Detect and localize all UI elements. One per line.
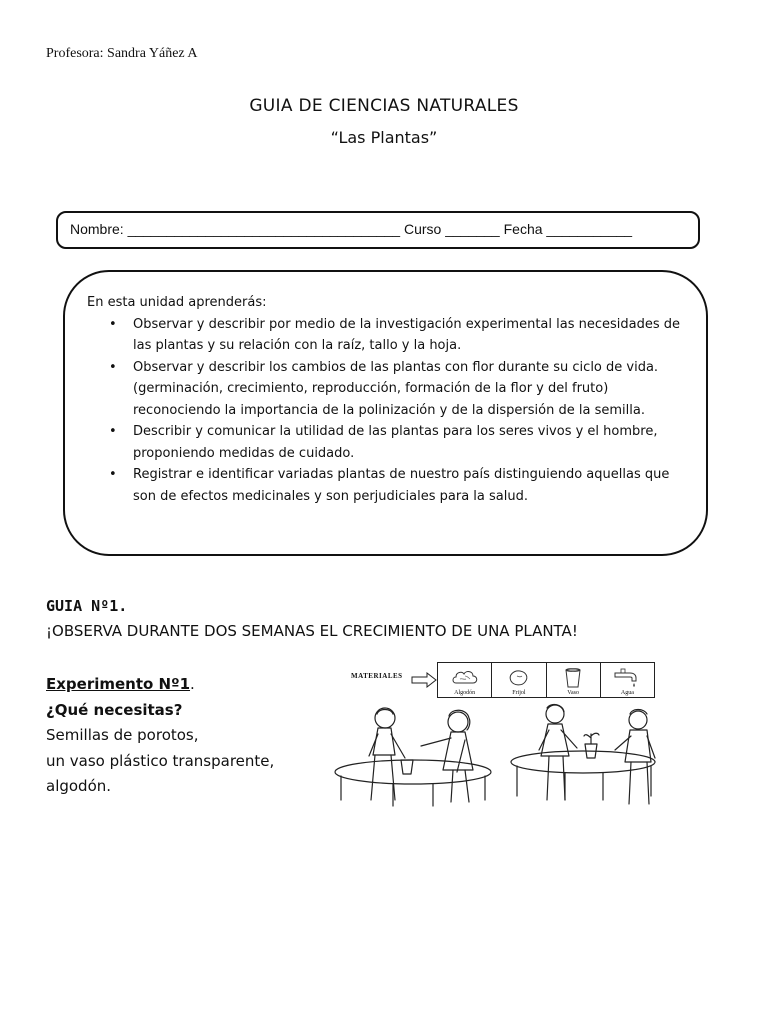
arrow-icon <box>411 672 437 688</box>
bullet-icon: • <box>109 359 117 375</box>
materials-table <box>437 662 655 698</box>
materials-strip <box>343 662 655 698</box>
objective-text: Observar y describir los cambios de las plantas con flor durante su ciclo de vida. (germinación, crecimiento, reproducción, formación de la flor y del fruto) reconociendo la importancia de la polinización y de la dispersión de la semilla. <box>133 359 659 418</box>
material-cell <box>601 663 654 697</box>
experiment-line: algodón. <box>46 777 112 795</box>
guide-number: GUIA Nº1. <box>46 597 128 615</box>
material-cell <box>547 663 601 697</box>
faucet-icon <box>612 667 642 689</box>
objective-item <box>109 314 686 357</box>
objective-item <box>109 464 686 507</box>
bean-icon <box>506 667 532 689</box>
cotton-icon <box>450 667 480 689</box>
objective-item <box>109 421 686 464</box>
experiment-block <box>46 672 274 800</box>
observe-instruction: ¡OBSERVA DURANTE DOS SEMANAS EL CRECIMIENTO DE UNA PLANTA! <box>46 622 578 640</box>
student-info-fields: Nombre: ___________________________________ Curso _______ Fecha ___________ <box>70 221 633 237</box>
material-caption: Vaso <box>567 690 579 696</box>
student-info-box <box>56 211 700 249</box>
children-experiment-illustration <box>333 700 663 810</box>
material-caption: Frijol <box>512 690 526 696</box>
objective-text: Registrar e identificar variadas plantas de nuestro país distinguiendo aquellas que son de efectos medicinales y son perjudiciales para la salud. <box>133 467 670 504</box>
experiment-title: Experimento Nº1 <box>46 675 191 693</box>
bullet-icon: • <box>109 424 117 439</box>
material-caption: Agua <box>620 690 634 696</box>
objectives-intro: En esta unidad aprenderás: <box>87 295 267 310</box>
objective-item <box>109 357 686 422</box>
page-subtitle: “Las Plantas” <box>330 128 438 147</box>
experiment-line: Semillas de porotos, <box>46 726 199 744</box>
objectives-list <box>87 314 686 508</box>
experiment-question: ¿Qué necesitas? <box>46 700 183 719</box>
material-cell <box>438 663 492 697</box>
experiment-title-suffix: . <box>190 675 195 693</box>
objective-text: Observar y describir por medio de la investigación experimental las necesidades de las plantas y su relación con la raíz, tallo y la hoja. <box>133 316 680 353</box>
objectives-box <box>63 270 708 556</box>
objective-text: Describir y comunicar la utilidad de las plantas para los seres vivos y el hombre, proponiendo medidas de cuidado. <box>133 424 658 461</box>
material-cell <box>492 663 546 697</box>
materials-label: MATERIALES <box>351 672 403 680</box>
page-title: GUIA DE CIENCIAS NATURALES <box>249 96 519 116</box>
teacher-name: Profesora: Sandra Yáñez A <box>46 46 198 61</box>
glass-icon <box>562 667 584 689</box>
experiment-line: un vaso plástico transparente, <box>46 751 275 770</box>
experiment-heading <box>46 672 274 698</box>
bullet-icon: • <box>109 316 117 332</box>
bullet-icon: • <box>109 467 117 482</box>
material-caption: Algodón <box>454 690 476 696</box>
